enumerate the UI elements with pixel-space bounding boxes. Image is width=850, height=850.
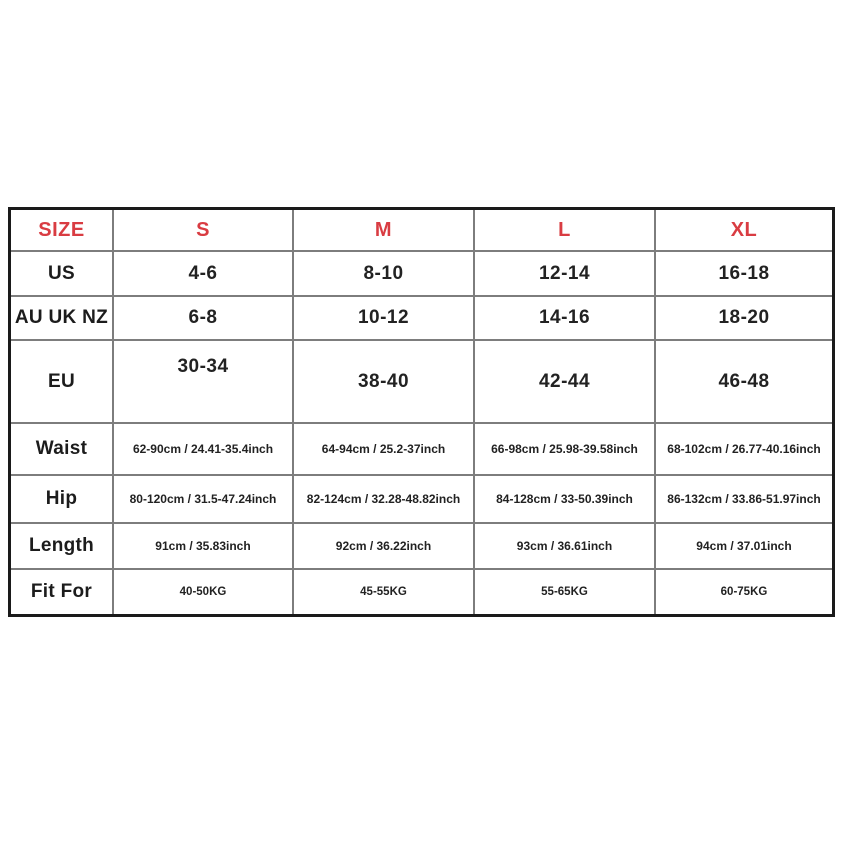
cell-text: 40-50KG	[179, 586, 227, 598]
table-header-row	[11, 210, 832, 252]
row-label	[11, 341, 114, 422]
row-label-text: AU UK NZ	[14, 307, 109, 328]
cell-text: 16-18	[718, 262, 770, 284]
cell	[475, 252, 656, 295]
table-row-au-uk-nz	[11, 297, 832, 341]
row-label-text: Hip	[45, 488, 78, 509]
cell	[656, 252, 832, 295]
cell	[114, 476, 294, 522]
cell	[114, 524, 294, 568]
cell	[475, 297, 656, 339]
cell-text: 10-12	[357, 307, 410, 328]
row-label-text: Fit For	[30, 581, 93, 602]
cell-text: 14-16	[538, 307, 591, 328]
cell-text: 6-8	[188, 307, 218, 328]
size-chart-table	[8, 207, 835, 617]
cell-text: 93cm / 36.61inch	[516, 539, 613, 553]
header-cell-xl	[656, 210, 832, 250]
table-row-waist	[11, 424, 832, 476]
header-cell-m	[294, 210, 475, 250]
row-label-text: US	[48, 262, 75, 284]
row-label	[11, 570, 114, 614]
cell	[294, 341, 475, 422]
row-label-text: Waist	[35, 438, 88, 459]
header-cell-size	[11, 210, 114, 250]
cell	[114, 570, 294, 614]
table-row-fit-for	[11, 570, 832, 614]
cell-text: 8-10	[363, 262, 404, 284]
cell	[294, 524, 475, 568]
table-row-length	[11, 524, 832, 570]
cell	[475, 476, 656, 522]
cell-text: 94cm / 37.01inch	[696, 539, 792, 553]
cell-text: 82-124cm / 32.28-48.82inch	[306, 492, 461, 506]
cell	[656, 424, 832, 474]
table-row-hip	[11, 476, 832, 524]
cell-text: 91cm / 35.83inch	[155, 539, 251, 553]
cell	[656, 476, 832, 522]
cell-text: 55-65KG	[541, 586, 588, 598]
cell-text: 86-132cm / 33.86-51.97inch	[667, 492, 821, 506]
cell-text: 60-75KG	[720, 586, 768, 598]
cell-text: 62-90cm / 24.41-35.4inch	[132, 442, 274, 456]
cell-text: 84-128cm / 33-50.39inch	[496, 492, 633, 506]
cell-text: 46-48	[718, 370, 770, 392]
cell	[294, 424, 475, 474]
cell	[475, 570, 656, 614]
row-label	[11, 424, 114, 474]
table-row-eu	[11, 341, 832, 424]
cell	[656, 570, 832, 614]
header-label: L	[558, 218, 571, 241]
cell	[656, 341, 832, 422]
cell	[114, 424, 294, 474]
cell	[294, 297, 475, 339]
row-label	[11, 252, 114, 295]
cell-text: 38-40	[357, 370, 410, 392]
cell	[656, 297, 832, 339]
cell-text: 80-120cm / 31.5-47.24inch	[129, 492, 277, 506]
cell	[475, 424, 656, 474]
cell-text: 12-14	[538, 262, 591, 284]
header-cell-s	[114, 210, 294, 250]
cell-text: 45-55KG	[360, 586, 407, 598]
row-label-text: EU	[48, 370, 75, 392]
row-label	[11, 476, 114, 522]
cell-text: 30-34	[177, 355, 229, 377]
header-label: S	[196, 218, 210, 241]
cell-text: 18-20	[718, 307, 770, 328]
cell	[114, 252, 294, 295]
cell	[294, 476, 475, 522]
row-label-text: Length	[28, 535, 95, 556]
cell	[114, 297, 294, 339]
row-label	[11, 524, 114, 568]
cell	[294, 570, 475, 614]
header-label: SIZE	[38, 218, 85, 241]
cell	[656, 524, 832, 568]
cell-text: 68-102cm / 26.77-40.16inch	[667, 442, 821, 456]
cell-text: 42-44	[538, 370, 591, 392]
cell	[114, 341, 294, 422]
header-cell-l	[475, 210, 656, 250]
header-label: M	[374, 218, 393, 241]
cell-text: 4-6	[188, 262, 218, 284]
cell	[475, 341, 656, 422]
cell-text: 66-98cm / 25.98-39.58inch	[491, 442, 638, 456]
cell	[475, 524, 656, 568]
cell-text: 64-94cm / 25.2-37inch	[321, 442, 446, 456]
cell	[294, 252, 475, 295]
cell-text: 92cm / 36.22inch	[335, 539, 432, 553]
header-label: XL	[730, 218, 758, 241]
table-row-us	[11, 252, 832, 297]
row-label	[11, 297, 114, 339]
